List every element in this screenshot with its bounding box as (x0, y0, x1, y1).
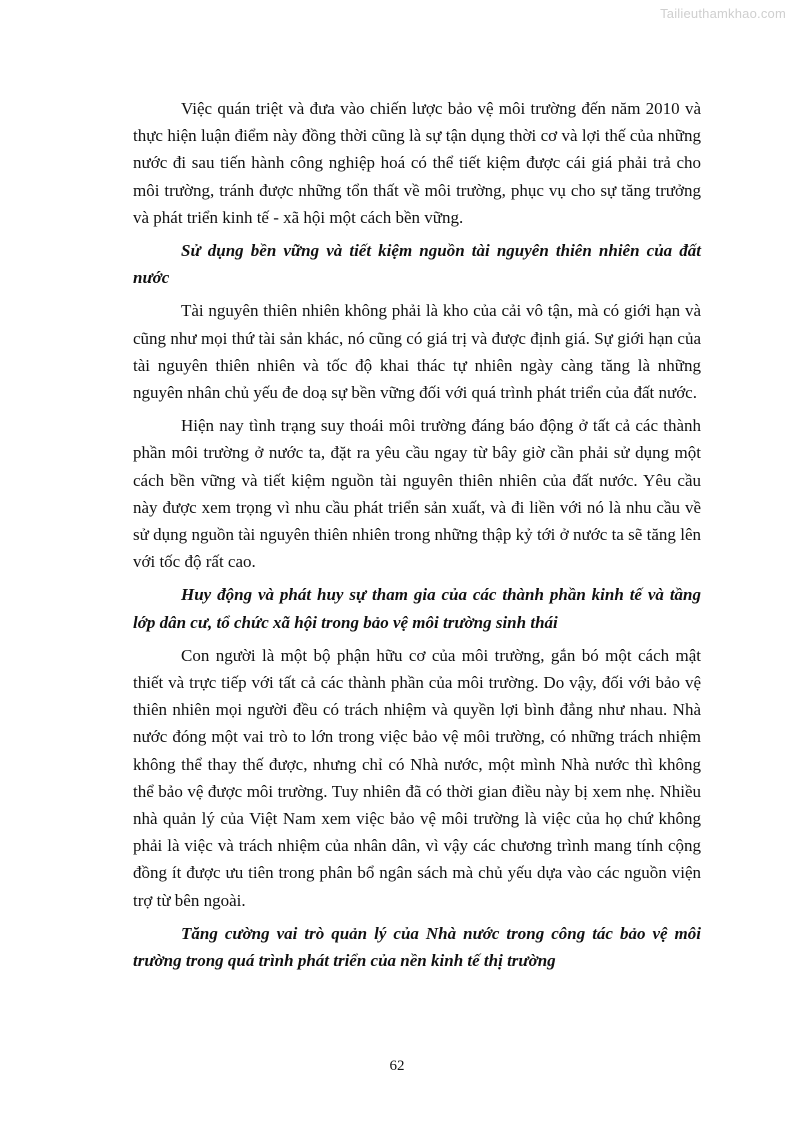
heading-participation: Huy động và phát huy sự tham gia của các thành phần kinh tế và tầng lớp dân cư, tổ chức xã hội trong bảo vệ môi trường sinh thái (133, 585, 701, 632)
paragraph-strategy: Việc quán triệt và đưa vào chiến lược bảo vệ môi trường đến năm 2010 và thực hiện luận điểm này đồng thời cũng là sự tận dụng thời cơ và lợi thế của những nước đi sau tiến hành công nghiệp hoá có thể tiết kiệm được cái giá phải trả cho môi trường, tránh được những tổn thất về môi trường, phục vụ cho sự tăng trưởng và phát triển kinh tế - xã hội một cách bền vững. (133, 99, 701, 227)
paragraph-degradation: Hiện nay tình trạng suy thoái môi trường đáng báo động ở tất cả các thành phần môi trường ở nước ta, đặt ra yêu cầu ngay từ bây giờ cần phải sử dụng một cách bền vững và tiết kiệm nguồn tài nguyên thiên nhiên của đất nước. Yêu cầu này được xem trọng vì nhu cầu phát triển sản xuất, và đi liền với nó là nhu cầu về sử dụng nguồn tài nguyên thiên nhiên trong những thập kỷ tới ở nước ta sẽ tăng lên với tốc độ rất cao. (133, 416, 701, 572)
heading-sustainable-resources: Sử dụng bền vững và tiết kiệm nguồn tài nguyên thiên nhiên của đất nước (133, 241, 701, 288)
watermark-text: Tailieuthamkhao.com (660, 6, 786, 21)
paragraph-human-role: Con người là một bộ phận hữu cơ của môi trường, gắn bó một cách mật thiết và trực tiếp với tất cả các thành phần của môi trường. Do vậy, đối với bảo vệ thiên nhiên mọi người đều có trách nhiệm và quyền lợi bình đẳng như nhau. Nhà nước đóng một vai trò to lớn trong việc bảo vệ môi trường, có những trách nhiệm không thể thay thế được, nhưng chỉ có Nhà nước, một mình Nhà nước thì không thể bảo vệ được môi trường. Tuy nhiên đã có thời gian điều này bị xem nhẹ. Nhiều nhà quản lý của Việt Nam xem việc bảo vệ môi trường là việc của họ chứ không phải là việc và trách nhiệm của nhân dân, vì vậy các chương trình mang tính cộng đồng ít được ưu tiên trong phân bổ ngân sách mà chủ yếu dựa vào các nguồn viện trợ từ bên ngoài. (133, 645, 701, 910)
page-number: 62 (389, 1058, 405, 1074)
page-body (133, 95, 701, 980)
heading-state-management: Tăng cường vai trò quản lý của Nhà nước trong công tác bảo vệ môi trường trong quá trình phát triển của nền kinh tế thị trường (133, 923, 701, 971)
paragraph-resource-limits: Tài nguyên thiên nhiên không phải là kho của cải vô tận, mà có giới hạn và cũng như mọi thứ tài sản khác, nó cũng có giá trị và được định giá. Sự giới hạn của tài nguyên thiên nhiên và tốc độ khai thác tự nhiên ngày càng tăng là những nguyên nhân chủ yếu đe doạ sự bền vững đối với quá trình phát triển của đất nước. (133, 301, 701, 403)
